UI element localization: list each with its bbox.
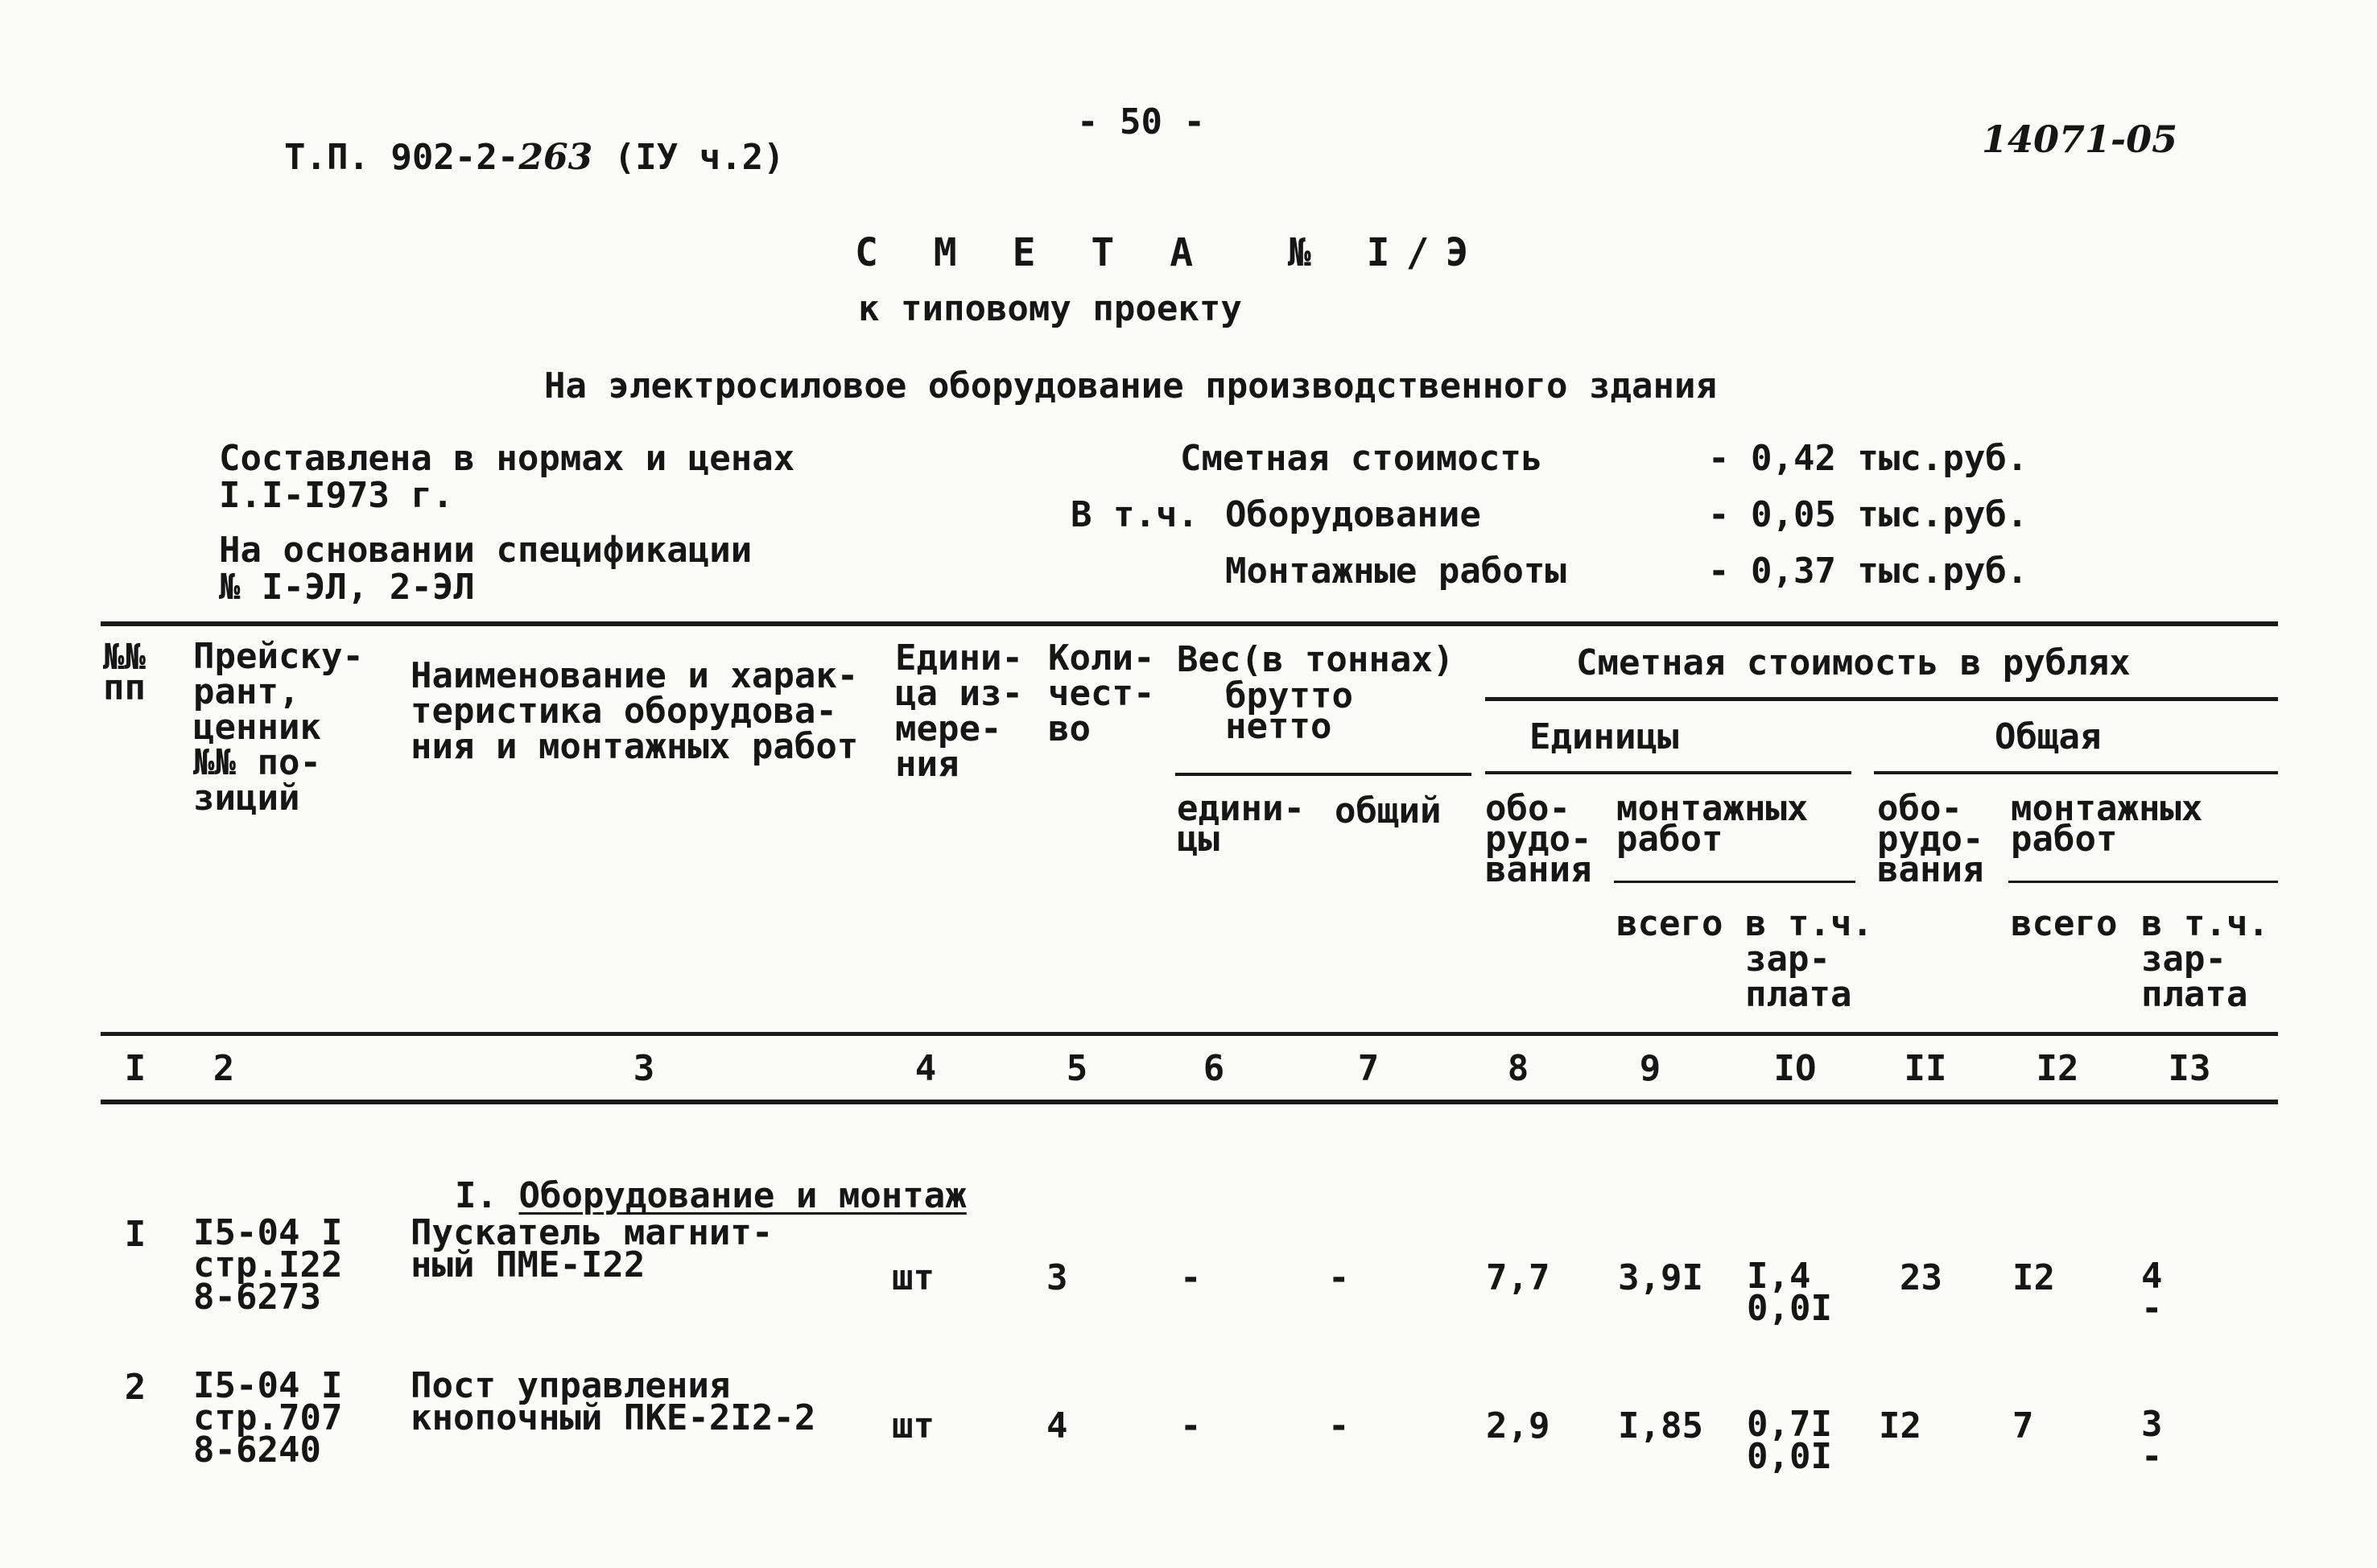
row-mount-total-wage: 3 - — [2141, 1404, 2163, 1477]
total-cost-rule — [1874, 771, 2278, 774]
estimated-cost-label: Сметная стоимость — [1180, 438, 1543, 479]
column-number: 9 — [1639, 1048, 1661, 1089]
estimate-subtitle: к типовому проекту — [858, 288, 1242, 329]
document-code-suffix: (IУ ч.2) — [592, 137, 785, 178]
compiled-norms: Составлена в нормах и ценах — [219, 438, 795, 479]
col-header-weight-total: общий — [1335, 790, 1442, 831]
section-number: I. — [454, 1175, 497, 1216]
row-price-ref: I5-04 I стр.I22 8-6273 — [193, 1212, 343, 1318]
unit-mounting-rule — [1614, 881, 1855, 883]
row-mount-unit-all: 3,9I — [1618, 1257, 1703, 1298]
row-mount-total-all: 7 — [2012, 1405, 2034, 1446]
col-header-number: №№ пп — [103, 637, 146, 708]
col-header-weight: Вес(в тоннах) — [1177, 639, 1455, 680]
col-header-price-list: Прейску- рант, ценник №№ по- зиций — [193, 636, 364, 819]
basis-spec-numbers: № I-ЭЛ, 2-ЭЛ — [219, 567, 475, 608]
table-top-rule — [101, 621, 2278, 626]
weight-header-rule — [1175, 773, 1471, 776]
row-mount-unit-wage: I,4 0,0I — [1747, 1256, 1832, 1329]
column-numbers-rule — [101, 1100, 2278, 1104]
archive-number: 14071-05 — [1982, 118, 2178, 161]
column-number: 5 — [1066, 1048, 1088, 1089]
estimated-cost-value: - 0,42 тыс.руб. — [1708, 438, 2028, 479]
col-header-total-all: всего — [2011, 903, 2118, 944]
header-bottom-rule — [101, 1032, 2278, 1036]
cost-header-rule — [1485, 697, 2278, 701]
col-header-total-equipment: обо- рудо- вания — [1877, 788, 1984, 890]
row-name: Пост управления кнопочный ПКЕ-2I2-2 — [411, 1365, 816, 1438]
column-number: I3 — [2168, 1048, 2211, 1089]
total-mounting-rule — [2008, 881, 2278, 883]
estimate-subject: На электросиловое оборудование производственного здания — [544, 365, 1717, 406]
row-quantity: 4 — [1046, 1405, 1068, 1446]
row-number: I — [124, 1214, 146, 1255]
row-weight-total: - — [1328, 1405, 1350, 1446]
section-title: Оборудование и монтаж — [518, 1175, 967, 1216]
including-label: В т.ч. — [1071, 494, 1199, 535]
column-number: 7 — [1357, 1048, 1380, 1089]
column-number: I2 — [2036, 1048, 2079, 1089]
col-header-total-group: Общая — [1995, 716, 2102, 757]
col-header-quantity: Коли- чест- во — [1048, 638, 1155, 749]
column-number: I — [124, 1048, 146, 1089]
unit-cost-rule — [1485, 771, 1851, 774]
row-weight-total: - — [1328, 1257, 1350, 1298]
basis-spec: На основании спецификации — [219, 530, 753, 571]
page-number: - 50 - — [1077, 101, 1205, 142]
row-weight-unit: - — [1180, 1405, 1202, 1446]
equipment-cost-label: Оборудование — [1225, 494, 1481, 535]
row-equip-unit: 7,7 — [1486, 1257, 1550, 1298]
compiled-date: I.I-I973 г. — [219, 475, 454, 516]
col-header-unit: Едини- ца из- мере- ния — [895, 638, 1023, 785]
col-header-unit-equipment: обо- рудо- вания — [1485, 788, 1592, 890]
row-number: 2 — [124, 1367, 146, 1408]
works-cost-label: Монтажные работы — [1225, 551, 1566, 592]
col-header-total-wage: в т.ч. зар- плата — [2141, 903, 2269, 1015]
column-number: 3 — [633, 1048, 655, 1089]
row-equip-unit: 2,9 — [1486, 1405, 1550, 1446]
col-header-name: Наименование и харак- теристика оборудова- ния и монтажных работ — [411, 655, 859, 767]
document-code-prefix: Т.П. 902-2- — [283, 137, 519, 178]
document-code-handwritten: 263 — [518, 137, 593, 178]
row-mount-unit-all: I,85 — [1618, 1405, 1703, 1446]
col-header-weight-unit: едини- цы — [1177, 788, 1305, 860]
section-heading — [412, 1143, 967, 1214]
column-number: 6 — [1203, 1048, 1225, 1089]
row-quantity: 3 — [1046, 1257, 1068, 1298]
column-number: IO — [1773, 1048, 1817, 1089]
column-number: 2 — [213, 1048, 235, 1089]
row-mount-unit-wage: 0,7I 0,0I — [1747, 1404, 1832, 1477]
col-header-weight-gross-net: брутто нетто — [1225, 675, 1353, 747]
row-weight-unit: - — [1180, 1257, 1202, 1298]
works-cost-value: - 0,37 тыс.руб. — [1708, 551, 2028, 592]
row-unit: шт — [892, 1257, 935, 1298]
row-equip-total: 23 — [1900, 1257, 1942, 1298]
row-name: Пускатель магнит- ный ПМЕ-I22 — [411, 1212, 774, 1285]
row-unit: шт — [892, 1405, 935, 1446]
row-mount-total-all: I2 — [2012, 1257, 2055, 1298]
row-mount-total-wage: 4 - — [2141, 1256, 2163, 1329]
row-price-ref: I5-04 I стр.707 8-6240 — [193, 1365, 343, 1471]
estimate-title: С М Е Т А № I/Э — [855, 230, 1485, 275]
equipment-cost-value: - 0,05 тыс.руб. — [1708, 494, 2028, 535]
column-number: 8 — [1507, 1048, 1529, 1089]
column-number: II — [1904, 1048, 1947, 1089]
document-code — [241, 105, 785, 178]
col-header-cost: Сметная стоимость в рублях — [1576, 642, 2131, 683]
col-header-unit-wage: в т.ч. зар- плата — [1745, 903, 1873, 1015]
row-equip-total: I2 — [1879, 1405, 1921, 1446]
col-header-total-mounting: монтажных работ — [2011, 788, 2203, 860]
col-header-unit-group: Единицы — [1529, 716, 1679, 757]
col-header-unit-all: всего — [1616, 903, 1723, 944]
column-number: 4 — [914, 1048, 937, 1089]
col-header-unit-mounting: монтажных работ — [1616, 788, 1809, 860]
